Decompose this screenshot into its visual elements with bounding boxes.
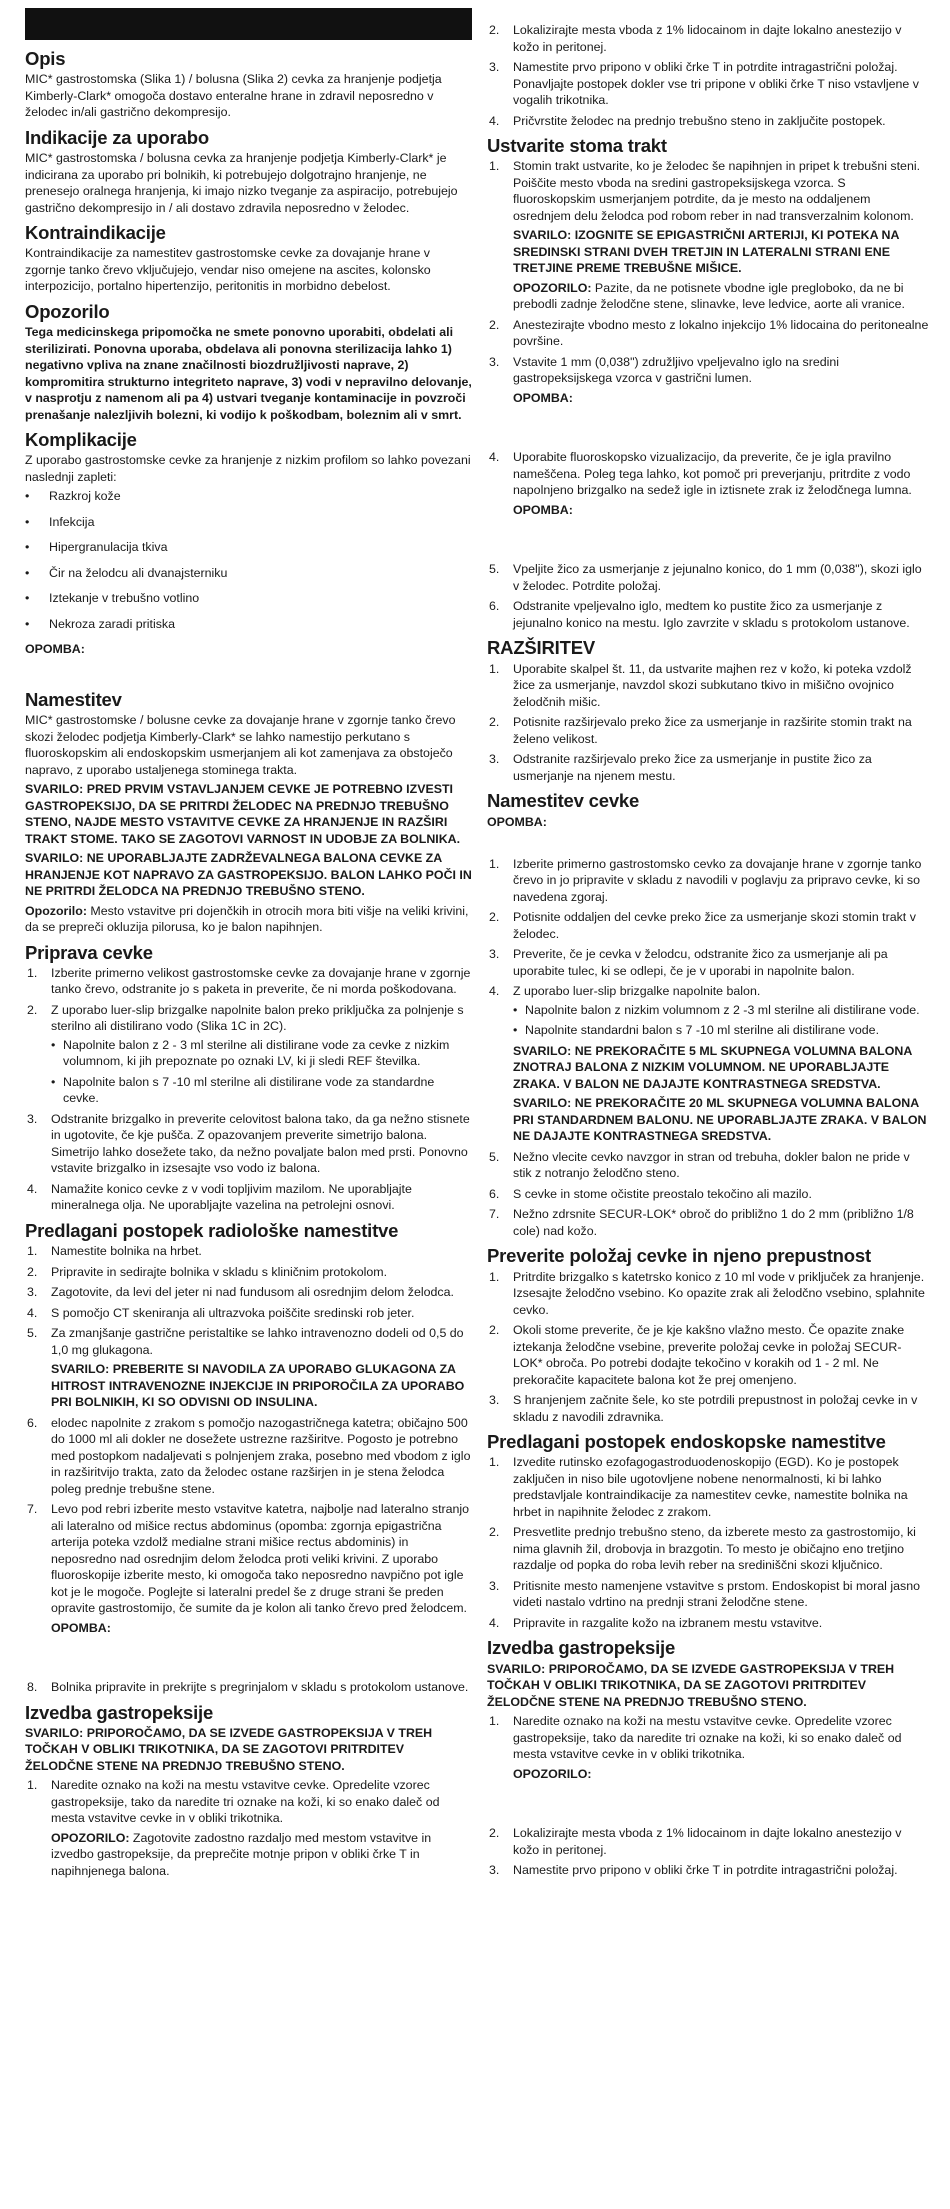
section-title-gastropeksija-2: Izvedba gastropeksije bbox=[487, 1637, 676, 1659]
note-text: Pazite, da ne potisnete vbodne igle pregloboko, da ne bi prebodli zadnje želodčne stene, slinavke, leve ledvice, aorte ali vranice. bbox=[513, 280, 905, 312]
step-text: Z uporabo luer-slip brizgalke napolnite balon. bbox=[513, 984, 761, 999]
step-number: 1. bbox=[27, 965, 38, 980]
step-number: 6. bbox=[27, 1415, 38, 1430]
step-number: 2. bbox=[489, 910, 500, 925]
step-number: 2. bbox=[489, 1323, 500, 1338]
namestitev-warning-2: SVARILO: NE UPORABLJAJTE ZADRŽEVALNEGA BALONA CEVKE ZA HRANJENJE KOT NAPRAVO ZA GASTROPEKSIJO. BALON LAHKO POČI IN NE PRITRDI ŽELODCA NA PREDNJO TREBUŠNO STENO. bbox=[25, 851, 472, 899]
stoma-steps bbox=[487, 158, 929, 631]
section-title-opis: Opis bbox=[25, 48, 66, 69]
step-text: Odstranite razširjevalo preko žice za usmerjanje in pustite žico za usmerjanje na njenem mestu. bbox=[513, 752, 872, 783]
step-item bbox=[25, 965, 472, 998]
sub-item: • Napolnite balon s 7 -10 ml sterilne ali distilirane vode za standardne cevke. bbox=[51, 1074, 472, 1107]
razsiritev-steps bbox=[487, 661, 929, 785]
step-item bbox=[487, 1149, 929, 1182]
step-item bbox=[487, 598, 929, 631]
indikacije-text: MIC* gastrostomska / bolusna cevka za hranjenje podjetja Kimberly-Clark* je indicirana za uporabo pri bolnikih, ki potrebujejo dolgotrajno hranjenje, ne prenesejo oralnega hranjenja, ki imajo nizko tveganje za aspiracijo, potrebujejo gastrično dekompresijo in / ali dostavo zdravila neposredno v želodec. bbox=[25, 151, 458, 215]
step-item bbox=[25, 1002, 472, 1107]
step-note: OPOMBA: bbox=[51, 1620, 111, 1635]
section-title-razsiritev: RAZŠIRITEV bbox=[487, 637, 595, 659]
step-item bbox=[487, 1825, 929, 1858]
step-number: 3. bbox=[27, 1111, 38, 1126]
step-text: Lokalizirajte mesta vboda z 1% lidocainom in dajte lokalno anestezijo v kožo in peritonej. bbox=[513, 23, 902, 54]
step-text: Namestite prvo pripono v obliki črke T in potrdite intragastrični položaj. Ponavljajte postopek dokler vse tri pripone v obliki črke T niso vstavljene v vogalih trikotnika. bbox=[513, 60, 919, 107]
section-title-komplikacije: Komplikacije bbox=[25, 429, 137, 451]
step-item bbox=[25, 1679, 472, 1696]
step-number: 1. bbox=[489, 159, 500, 174]
list-item: • Infekcija bbox=[25, 514, 472, 531]
step-number: 7. bbox=[489, 1207, 500, 1222]
komplikacije-intro: Z uporabo gastrostomske cevke za hranjenje z nizkim profilom so lahko povezani naslednji zapleti: bbox=[25, 453, 471, 484]
step-number: 4. bbox=[489, 450, 500, 465]
step-item bbox=[487, 946, 929, 979]
step-item bbox=[487, 1615, 929, 1632]
radiologija-steps bbox=[25, 1243, 472, 1696]
step-number: 3. bbox=[489, 354, 500, 369]
gastropeksija-2-warning: SVARILO: PRIPOROČAMO, DA SE IZVEDE GASTROPEKSIJA V TREH TOČKAH V OBLIKI TRIKOTNIKA, DA SE ZAGOTOVI PRITRDITEV ŽELODČNE STENE NA PREDNJO TREBUŠNO STENO. bbox=[487, 1661, 895, 1709]
step-number: 4. bbox=[27, 1181, 38, 1196]
step-text: Namestite bolnika na hrbet. bbox=[51, 1244, 202, 1259]
step-text: Pritrdite brizgalko s katetrsko konico z 10 ml vode v priključek za hranjenje. Izsesajte želodčno vsebino. Ko opazite zrak ali želodčno vsebino, splahnite cevko. bbox=[513, 1269, 925, 1317]
opozorilo-text: Tega medicinskega pripomočka ne smete ponovno uporabiti, obdelati ali sterilizirati. Ponovna uporaba, obdelava ali ponovna sterilizacija lahko 1) negativno vpliva na znane značilnosti biozdružljivosti naprave, 2) kompromitira strukturno integriteto naprave, 3) vodi v nepravilno delovanje, v nasprotju z namenom ali pa 4) ustvari tveganje kontaminacije in povzroči prenašanje nalezljivih bolezni, ki vodijo k poškodbam, boleznim ali v smrt. bbox=[25, 325, 472, 422]
section-title-namestitev: Namestitev bbox=[25, 688, 122, 710]
step-number: 7. bbox=[27, 1502, 38, 1517]
step-item bbox=[25, 1777, 472, 1879]
sub-item: • Napolnite standardni balon s 7 -10 ml sterilne ali distilirane vode. bbox=[513, 1022, 929, 1039]
gastropeksija-warning: SVARILO: PRIPOROČAMO, DA SE IZVEDE GASTROPEKSIJA V TREH TOČKAH V OBLIKI TRIKOTNIKA, DA SE ZAGOTOVI PRITRDITEV ŽELODČNE STENE NA PREDNJO TREBUŠNO STENO. bbox=[25, 1725, 433, 1773]
step-number: 2. bbox=[27, 1002, 38, 1017]
step-number: 3. bbox=[489, 60, 500, 74]
step-text: Naredite oznako na koži na mestu vstavitve cevke. Opredelite vzorec gastropeksije, tako da naredite tri oznake na koži, ki so enako daleč od mesta vstavitve cevke in v obliki trikotnika. bbox=[51, 1778, 440, 1826]
step-text: S cevke in stome očistite preostalo tekočino ali mazilo. bbox=[513, 1186, 812, 1201]
step-note bbox=[51, 1830, 472, 1880]
step-item bbox=[487, 59, 929, 109]
step-item bbox=[487, 317, 929, 350]
namestitev-note bbox=[25, 903, 472, 936]
step-number: 4. bbox=[489, 113, 500, 128]
step-item bbox=[487, 158, 929, 313]
step-number: 3. bbox=[489, 1578, 500, 1593]
step-number: 3. bbox=[489, 1393, 500, 1408]
list-item: • Čir na želodcu ali dvanajsterniku bbox=[25, 565, 472, 582]
step-item bbox=[487, 751, 929, 784]
step-text: Zagotovite, da levi del jeter ni nad fundusom ali osrednjim delom želodca. bbox=[51, 1285, 454, 1300]
step-item bbox=[487, 22, 929, 55]
step-item bbox=[487, 1392, 929, 1425]
step-text: Presvetlite prednjo trebušno steno, da izberete mesto za gastrostomijo, ki nima glavnih žil, drobovja in brazgotin. To mesto je običajno eno tretjino razdalje od popka do roba levih reber na srediniščni skozi ključnico. bbox=[513, 1525, 916, 1573]
komplikacije-note: OPOMBA: bbox=[25, 642, 85, 657]
step-number: 2. bbox=[489, 1826, 500, 1841]
priprava-steps bbox=[25, 965, 472, 1214]
step-text: Pričvrstite želodec na prednjo trebušno steno in zaključite postopek. bbox=[513, 113, 886, 128]
step-text: S pomočjo CT skeniranja ali ultrazvoka poiščite sredinski rob jeter. bbox=[51, 1305, 415, 1320]
step-text: Za zmanjšanje gastrične peristaltike se lahko intravenozno dodeli od 0,5 do 1,0 mg glukagona. bbox=[51, 1326, 464, 1357]
step-item bbox=[25, 1243, 472, 1260]
step-text: Vstavite 1 mm (0,038") združljivo vpeljevalno iglo na sredini gastropeksijskega vzorca v gastrični lumen. bbox=[513, 354, 840, 386]
note-label: OPOZORILO: bbox=[513, 280, 592, 295]
step-text: S hranjenjem začnite šele, ko ste potrdili prepustnost in položaj cevke in v skladu z navodili zdravnika. bbox=[513, 1393, 918, 1424]
step-text: Uporabite fluoroskopsko vizualizacijo, da preverite, če je igla pravilno nameščena. Poleg tega lahko, kot pomoč pri preverjanju, pritrdite z vodo napolnjeno brizgalko na sedež igle in iztisnete zrak iz želodčnega lumna. bbox=[513, 450, 912, 498]
step-note: OPOMBA: bbox=[513, 390, 573, 405]
gastropeksija-steps bbox=[25, 1777, 472, 1879]
list-item: • Nekroza zaradi pritiska bbox=[25, 616, 472, 633]
step-number: 1. bbox=[489, 1455, 500, 1470]
step-text: elodec napolnite z zrakom s pomočjo nazogastričnega katetra; običajno 500 do 1000 ml ali dokler ne dosežete ustrezne razširitve. Pogosto je potrebno med postopkom nadaljevati s polnjenjem zraka, posebno med vbodom z iglo in razširitvijo trakta, zato da želodec ostane razširjen in je stena želodca poleg prednje trebušne stene. bbox=[51, 1415, 471, 1496]
step-item bbox=[25, 1415, 472, 1498]
list-item: • Iztekanje v trebušno votlino bbox=[25, 590, 472, 607]
step-number: 3. bbox=[489, 1863, 500, 1878]
step-text: Odstranite vpeljevalno iglo, medtem ko pustite žico za usmerjanje z jejunalno konico na mestu. Iglo zavrzite v skladu s protokolom ustanove. bbox=[513, 599, 910, 630]
step-number: 1. bbox=[27, 1244, 38, 1259]
step-text: Nežno vlecite cevko navzgor in stran od trebuha, dokler balon ne pride v stik z notranjo želodčno steno. bbox=[513, 1149, 910, 1181]
step-item bbox=[487, 354, 929, 446]
step-number: 2. bbox=[489, 317, 500, 332]
note-label: Opozorilo: bbox=[25, 903, 87, 918]
step-item bbox=[25, 1181, 472, 1214]
sub-item: • Napolnite balon z nizkim volumnom z 2 -3 ml sterilne ali distilirane vode. bbox=[513, 1002, 929, 1019]
step-text: Preverite, če je cevka v želodcu, odstranite žico za usmerjanje ali pa uporabite tulec, ki se odlepi, če je v uporabi in napolnite balon. bbox=[513, 947, 888, 978]
step-item bbox=[487, 449, 929, 557]
sub-list bbox=[51, 1037, 472, 1107]
namestitev-warning-1: SVARILO: PRED PRVIM VSTAVLJANJEM CEVKE JE POTREBNO IZVESTI GASTROPEKSIJO, DA SE PRITRDI ŽELODEC NA PREDNJO TREBUŠNO STENO, NAJDE MESTO VSTAVITVE CEVKE ZA HRANJENJE IN RAZŠIRI TRAKT STOME. TAKO SE ZAGOTOVI VARNOST IN UDOBJE ZA BOLNIKA. bbox=[25, 782, 461, 846]
section-title-prepustnost: Preverite položaj cevke in njeno prepustnost bbox=[487, 1245, 871, 1267]
step-item bbox=[487, 1862, 929, 1879]
section-title-stoma: Ustvarite stoma trakt bbox=[487, 135, 667, 156]
namestitev-cevke-steps bbox=[487, 856, 929, 1240]
step-text: Vpeljite žico za usmerjanje z jejunalno konico, do 1 mm (0,038"), skozi iglo v želodec. Potrdite položaj. bbox=[513, 562, 922, 593]
step-text: Izvedite rutinsko ezofagogastroduodenoskopijo (EGD). Ko je postopek zaključen in niso bile ugotovljene nobene nenormalnosti, ki bi lahko predstavljale kontraindikacije za namestitev cevke, namestite bolnika na hrbet in napihnite želodec z zrakom. bbox=[513, 1455, 908, 1519]
list-item: • Razkroj kože bbox=[25, 488, 472, 505]
section-title-namestitev-cevke: Namestitev cevke bbox=[487, 790, 640, 812]
step-item bbox=[487, 561, 929, 594]
step-text: Izberite primerno gastrostomsko cevko za dovajanje hrane v zgornje tanko črevo in jo pripravite v skladu z navodili v poglavju za pripravo cevke, ki so navedena zgoraj. bbox=[513, 856, 922, 904]
step-note bbox=[513, 280, 929, 313]
step-number: 1. bbox=[489, 856, 500, 871]
step-number: 4. bbox=[27, 1305, 38, 1320]
list-item: • Hipergranulacija tkiva bbox=[25, 539, 472, 556]
step-number: 3. bbox=[489, 947, 500, 962]
gastropeksija-2-steps bbox=[487, 1713, 929, 1879]
sub-list bbox=[513, 1002, 929, 1039]
step-item bbox=[487, 1713, 929, 1821]
section-title-priprava: Priprava cevke bbox=[25, 941, 153, 963]
step-text: Pripravite in sedirajte bolnika v skladu s kliničnim protokolom. bbox=[51, 1264, 388, 1279]
step-warning: SVARILO: NE PREKORAČITE 20 ML SKUPNEGA VOLUMNA BALONA PRI STANDARDNEM BALONU. NE UPORABLJAJTE ZRAKA. V BALON NE DAJAJTE KONTRASTNEGA SREDSTVA. bbox=[513, 1096, 927, 1144]
step-text: Pripravite in razgalite kožo na izbranem mestu vstavitve. bbox=[513, 1615, 823, 1630]
section-title-indikacije: Indikacije za uporabo bbox=[25, 126, 209, 148]
step-text: Uporabite skalpel št. 11, da ustvarite majhen rez v kožo, ki poteka vzdolž žice za usmerjanje, navzdol skozi subkutano tkivo in mišično ovojnico želodčnih mišic. bbox=[513, 661, 912, 709]
step-number: 3. bbox=[27, 1285, 38, 1300]
namestitev-text: MIC* gastrostomske / bolusne cevke za dovajanje hrane v zgornje tanko črevo skozi želodec podjetja Kimberly-Clark* se lahko namestijo perkutano s fluoroskopskim ali endoskopskim usmerjanjem ali kot zamenjava za obstoječo napravo, z uporabo ustaljenega stominega trakta. bbox=[25, 713, 456, 777]
section-title-gastropeksija: Izvedba gastropeksije bbox=[25, 1701, 214, 1723]
note-text: Zagotovite zadostno razdaljo med mestom vstavitve in izvedbo gastropeksije, da preprečite motnje pripon v obliki črke T in napihnjenega balona. bbox=[51, 1830, 432, 1878]
step-number: 2. bbox=[489, 715, 500, 730]
step-text: Nežno zdrsnite SECUR-LOK* obroč do približno 1 do 2 mm (približno 1/8 cole) nad kožo. bbox=[513, 1207, 914, 1238]
step-number: 1. bbox=[489, 1714, 500, 1729]
step-number: 4. bbox=[489, 1615, 500, 1630]
step-item bbox=[487, 1322, 929, 1388]
step-text: Potisnite oddaljen del cevke preko žice za usmerjanje skozi stomin trakt v želodec. bbox=[513, 910, 916, 941]
step-number: 6. bbox=[489, 1186, 500, 1201]
step-item bbox=[25, 1501, 472, 1675]
step-item bbox=[487, 661, 929, 711]
step-item bbox=[487, 856, 929, 906]
header-black-bar bbox=[25, 8, 472, 40]
left-column bbox=[25, 6, 472, 1883]
step-text: Bolnika pripravite in prekrijte s pregrinjalom v skladu s protokolom ustanove. bbox=[51, 1680, 469, 1695]
step-number: 5. bbox=[489, 1149, 500, 1164]
step-text: Potisnite razširjevalo preko žice za usmerjanje in razširite stomin trakt na želeno velikost. bbox=[513, 715, 912, 746]
step-item bbox=[487, 1206, 929, 1239]
step-text: Pritisnite mesto namenjene vstavitve s prstom. Endoskopist bi moral jasno videti nastalo vdrtino na prednji strani želodčne stene. bbox=[513, 1578, 921, 1610]
step-number: 1. bbox=[489, 661, 500, 676]
right-column bbox=[487, 22, 929, 1883]
step-number: 6. bbox=[489, 599, 500, 614]
step-item bbox=[25, 1284, 472, 1301]
step-text: Naredite oznako na koži na mestu vstavitve cevke. Opredelite vzorec gastropeksije, tako da naredite tri oznake na koži, ki so enako daleč od mesta vstavitve cevke in v obliki trikotnika. bbox=[513, 1714, 902, 1762]
opis-text: MIC* gastrostomska (Slika 1) / bolusna (Slika 2) cevka za hranjenje podjetja Kimberly-Clark* omogoča dostavo enteralne hrane in zdravil neposredno v želodec in/ali gastrično dekompresijo. bbox=[25, 72, 442, 120]
kontraindikacije-text: Kontraindikacije za namestitev gastrostomske cevke za dovajanje hrane v zgornje tanko črevo vključujejo, vendar niso omejene na ascites, kolonsko interpozicijo, portalno hipertenzijo, peritonitis in morbidno debelost. bbox=[25, 246, 431, 294]
step-text: Izberite primerno velikost gastrostomske cevke za dovajanje hrane v zgornje tanko črevo, odstranite jo s paketa in preverite, če ni morda poškodovana. bbox=[51, 965, 471, 997]
namestitev-cevke-note: OPOMBA: bbox=[487, 815, 547, 830]
step-warning: SVARILO: NE PREKORAČITE 5 ML SKUPNEGA VOLUMNA BALONA ZNOTRAJ BALONA Z NIZKIM VOLUMNOM. NE UPORABLJAJTE ZRAKA. V BALON NE DAJAJTE KONTRASTNEGA SREDSTVA. bbox=[513, 1043, 912, 1091]
section-title-radiologija: Predlagani postopek radiološke namestitve bbox=[25, 1219, 399, 1241]
step-number: 1. bbox=[27, 1778, 38, 1793]
step-number: 4. bbox=[489, 984, 500, 999]
komplikacije-list bbox=[25, 488, 472, 632]
step-number: 5. bbox=[27, 1326, 38, 1341]
step-text: Stomin trakt ustvarite, ko je želodec še napihnjen in pripet k trebušni steni. Poiščite mesto vboda na sredini gastropeksijskega vzorca. S fluoroskopskim usmerjanjem potrdite, da je mesto na oddaljenem osrednjem delu želodca pod robom reber in nad transverzalnim kolonom. bbox=[513, 159, 921, 223]
step-item bbox=[25, 1325, 472, 1411]
step-warning: SVARILO: IZOGNITE SE EPIGASTRIČNI ARTERIJI, KI POTEKA NA SREDINSKI STRANI DVEH TRETJIN IN LATERALNI STRANI ENE TRETJINE PREME TREBUŠNE MIŠICE. bbox=[513, 228, 899, 276]
step-item bbox=[25, 1305, 472, 1322]
step-number: 8. bbox=[27, 1680, 38, 1695]
step-item bbox=[487, 1524, 929, 1574]
step-item bbox=[25, 1264, 472, 1281]
step-text: Levo pod rebri izberite mesto vstavitve katetra, najbolje nad lateralno stranjo ali lateralno od mišice rectus abdominus (opomba: zgornja epigastrična arterija poteka vzdolž medialne strani mišice rectus abdominis) in neposredno nad osrednjim delom želodca proti veliki krivini. Z uporabo fluoroskopije izberite mesto, ki omogoča tako neposredno navpično pot igle kot je le mogoče. Poglejte si lateralni predel še z druge strani še preden opravite gastrostomijo, če sumite da je kolon ali tanko črevo pred želodcem. bbox=[51, 1502, 470, 1616]
step-note: OPOMBA: bbox=[513, 502, 573, 517]
step-text: Lokalizirajte mesta vboda z 1% lidocainom in dajte lokalno anestezijo v kožo in peritonej. bbox=[513, 1826, 902, 1857]
step-note: OPOZORILO: bbox=[513, 1766, 592, 1781]
step-text: Z uporabo luer-slip brizgalke napolnite balon preko priključka za polnjenje s sterilno ali distilirano vodo (Slika 1C in 2C). bbox=[51, 1002, 464, 1034]
step-warning: SVARILO: PREBERITE SI NAVODILA ZA UPORABO GLUKAGONA ZA HITROST INTRAVENOZNE INJEKCIJE IN PRIPOROČILA ZA UPORABO PRI BOLNIKIH, KI SO ODVISNI OD INSULINA. bbox=[51, 1362, 465, 1410]
note-text: Mesto vstavitve pri dojenčkih in otrocih mora biti višje na veliki krivini, da se prepreči okluzija pilorusa, ko je balon napihnjen. bbox=[25, 903, 469, 935]
step-item bbox=[487, 1454, 929, 1520]
step-number: 2. bbox=[27, 1264, 38, 1279]
step-item bbox=[487, 113, 929, 130]
step-number: 3. bbox=[489, 752, 500, 767]
step-number: 1. bbox=[489, 1269, 500, 1284]
note-label: OPOZORILO: bbox=[51, 1830, 130, 1845]
step-text: Odstranite brizgalko in preverite celovitost balona tako, da ga nežno stisnete in ugotovite, če kje pušča. Z opazovanjem preverite simetrijo balona. Simetrijo lahko dosežete tako, da nežno povaljate balon med prsti. Ponovno vstavite brizgalko in izsesajte vso vodo iz balona. bbox=[51, 1111, 470, 1176]
step-item bbox=[487, 714, 929, 747]
gastropeksija-continued-steps bbox=[487, 22, 929, 129]
step-item bbox=[487, 1578, 929, 1611]
step-item bbox=[487, 909, 929, 942]
step-number: 2. bbox=[489, 23, 500, 37]
step-text: Anestezirajte vbodno mesto z lokalno injekcijo 1% lidocaina do peritonealne površine. bbox=[513, 317, 929, 349]
section-title-kontraindikacije: Kontraindikacije bbox=[25, 222, 166, 244]
step-item bbox=[487, 1269, 929, 1319]
step-text: Namažite konico cevke z v vodi topljivim mazilom. Ne uporabljajte mineralnega olja. Ne uporabljajte vazelina na petrolejni osnovi. bbox=[51, 1181, 412, 1213]
step-text: Okoli stome preverite, če je kje kakšno vlažno mesto. Če opazite znake iztekanja želodčne vsebine, preverite položaj cevke in položaj SECUR-LOK* obroča. Po potrebi dodajte tekočino v korakih od 1 - 2 ml. Ne prekoračite kapacitete balona kot že prej omenjeno. bbox=[513, 1323, 905, 1387]
section-title-opozorilo: Opozorilo bbox=[25, 300, 110, 322]
step-number: 5. bbox=[489, 562, 500, 577]
step-text: Namestite prvo pripono v obliki črke T in potrdite intragastrični položaj. bbox=[513, 1863, 898, 1878]
step-item bbox=[487, 983, 929, 1145]
step-number: 2. bbox=[489, 1525, 500, 1540]
sub-item: • Napolnite balon z 2 - 3 ml sterilne ali distilirane vode za cevke z nizkim volumnom, ki jih prepoznate po oznaki LV, ki ji sledi REF številka. bbox=[51, 1037, 472, 1070]
endoskopija-steps bbox=[487, 1454, 929, 1631]
step-item bbox=[25, 1111, 472, 1177]
step-item bbox=[487, 1186, 929, 1203]
prepustnost-steps bbox=[487, 1269, 929, 1426]
section-title-endoskopija: Predlagani postopek endoskopske namestitve bbox=[487, 1431, 886, 1453]
